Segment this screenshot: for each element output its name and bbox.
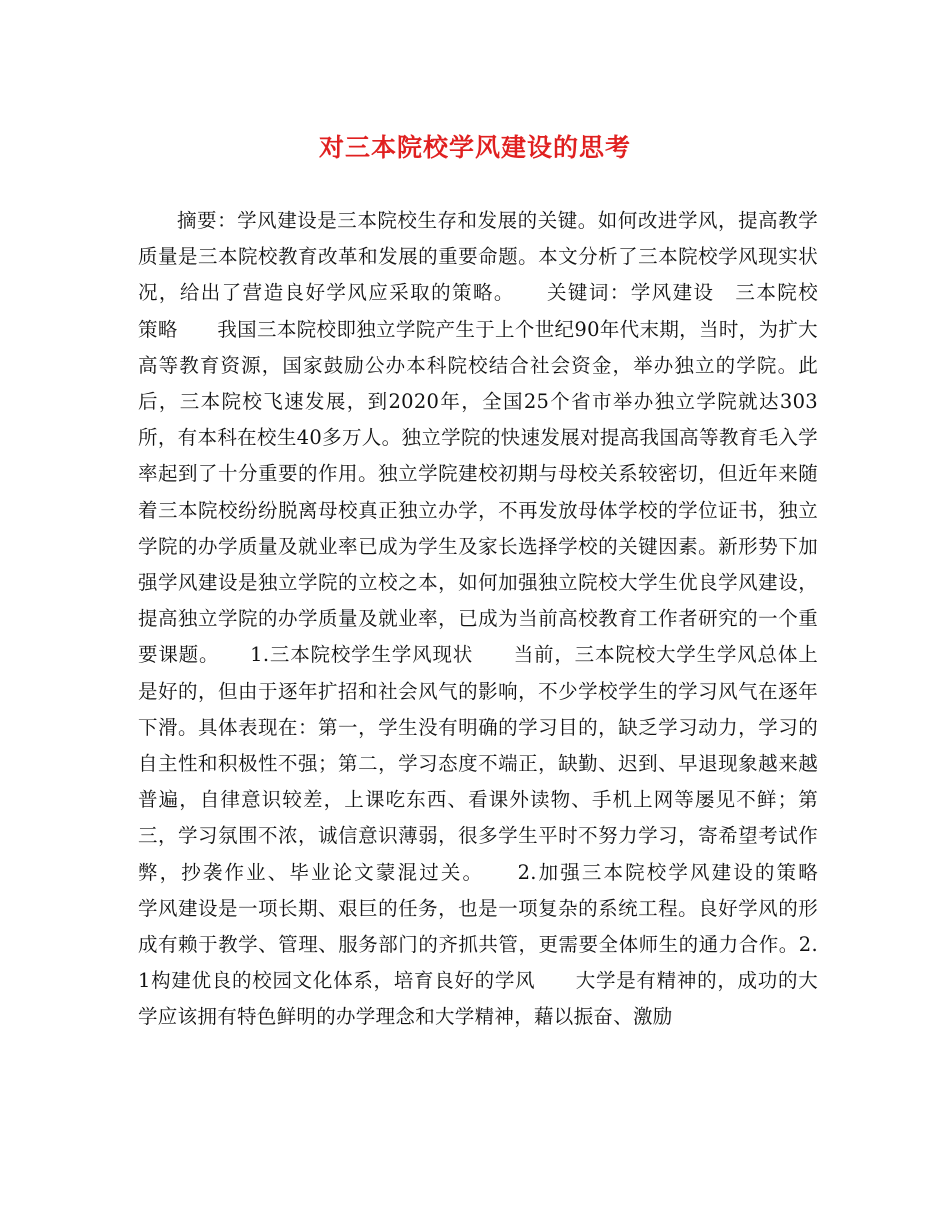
- document-body: [138, 203, 858, 1036]
- body-paragraph: 摘要：学风建设是三本院校生存和发展的关键。如何改进学风，提高教学质量是三本院校教育改革和发展的重要命题。本文分析了三本院校学风现实状况，给出了营造良好学风应采取的策略。 关键词：学风建设 三本院校 策略 我国三本院校即独立学院产生于上个世纪90年代末期，当时，为扩大高等教育资源，国家鼓励公办本科院校结合社会资金，举办独立的学院。此后，三本院校飞速发展，到2020年，全国25个省市举办独立学院就达303所，有本科在校生40多万人。独立学院的快速发展对提高我国高等教育毛入学率起到了十分重要的作用。独立学院建校初期与母校关系较密切，但近年来随着三本院校纷纷脱离母校真正独立办学，不再发放母体学校的学位证书，独立学院的办学质量及就业率已成为学生及家长选择学校的关键因素。新形势下加强学风建设是独立学院的立校之本，如何加强独立院校大学生优良学风建设，提高独立学院的办学质量及就业率，已成为当前高校教育工作者研究的一个重要课题。 1.三本院校学生学风现状 当前，三本院校大学生学风总体上是好的，但由于逐年扩招和社会风气的影响，不少学校学生的学习风气在逐年下滑。具体表现在：第一，学生没有明确的学习目的，缺乏学习动力，学习的自主性和积极性不强；第二，学习态度不端正，缺勤、迟到、早退现象越来越普遍，自律意识较差，上课吃东西、看课外读物、手机上网等屡见不鲜；第三，学习氛围不浓，诚信意识薄弱，很多学生平时不努力学习，寄希望考试作弊，抄袭作业、毕业论文蒙混过关。 2.加强三本院校学风建设的策略 学风建设是一项长期、艰巨的任务，也是一项复杂的系统工程。良好学风的形成有赖于教学、管理、服务部门的齐抓共管，更需要全体师生的通力合作。2.1构建优良的校园文化体系，培育良好的学风 大学是有精神的，成功的大学应该拥有特色鲜明的办学理念和大学精神，藉以振奋、激励: [138, 209, 858, 1029]
- document-title: 对三本院校学风建设的思考: [318, 133, 631, 162]
